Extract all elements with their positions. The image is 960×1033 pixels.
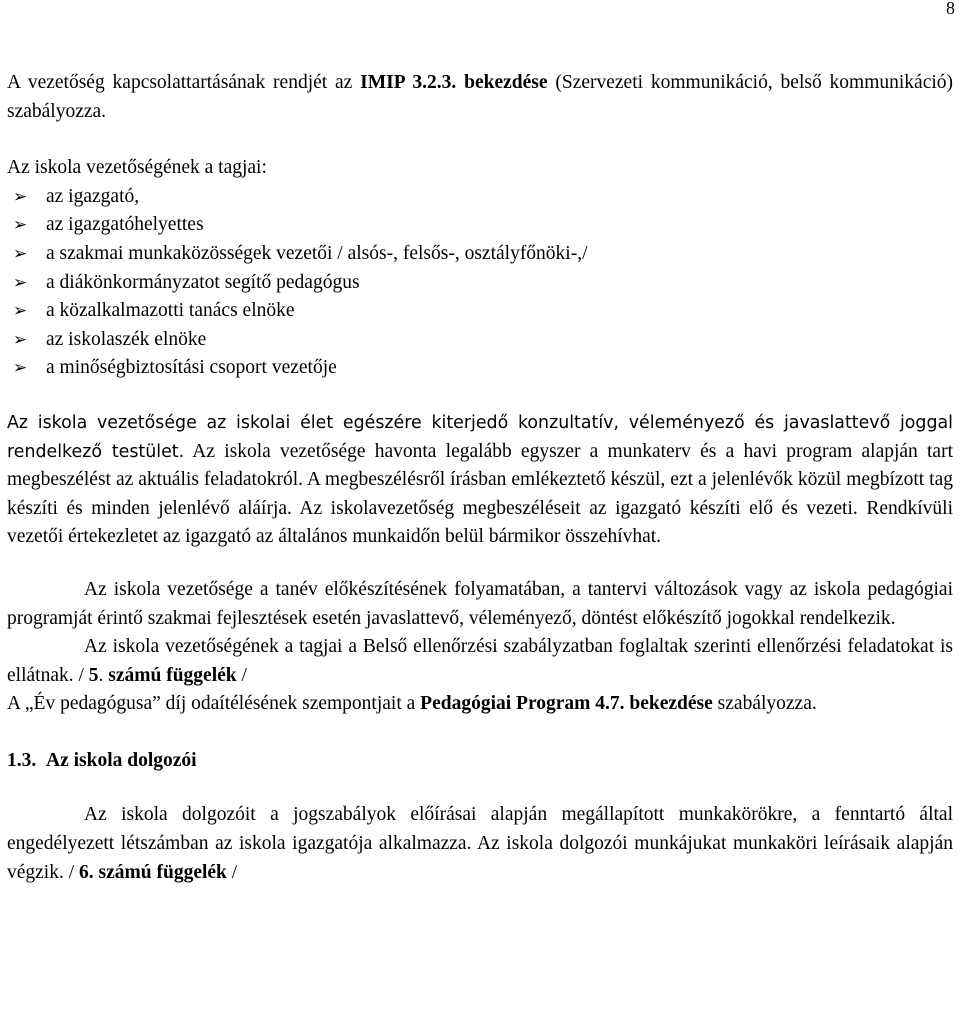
arrow-bullet-icon: ➢ (13, 272, 28, 292)
list-item: ➢ a diákönkormányzatot segítő pedagógus (7, 269, 953, 298)
arrow-bullet-icon: ➢ (13, 301, 28, 321)
section-heading (7, 747, 953, 776)
leadership-duties-paragraph: Az iskola vezetősége az iskolai élet egészére kiterjedő konzultatív, véleményező és javaslattevő joggal rendelkező testület. Az iskola vezetősége havonta legalább egyszer a munkaterv és a havi program alapján tart megbeszélést az aktuális feladatokról. A megbeszélésről írásban emlékeztető készül, ezt a jelenlévők közül megbízott tag készíti és minden jelenlévő aláírja. Az iskolavezetőség megbeszéléseit az igazgató készíti elő és vezeti. Rendkívüli vezetői értekezletet az igazgató az általános munkaidőn belül bármikor összehívhat. (7, 412, 953, 548)
appendix-5-reference: számú függelék (108, 664, 237, 686)
list-item: ➢ a közalkalmazotti tanács elnöke (7, 297, 953, 326)
internal-audit-paragraph: Az iskola vezetőségének a tagjai a Belső ellenőrzési szabályzatban foglaltak szerinti ellenőrzési feladatokat is ellátnak. / 5. számú függelék / (7, 636, 953, 686)
arrow-bullet-icon: ➢ (13, 358, 28, 378)
list-item: ➢ az iskolaszék elnöke (7, 326, 953, 355)
arrow-bullet-icon: ➢ (13, 186, 28, 206)
leadership-members-list (7, 183, 953, 383)
communication-paragraph: A vezetőség kapcsolattartásának rendjét az IMIP 3.2.3. bekezdése (Szervezeti kommunikáció, belső kommunikáció) szabályozza. (7, 72, 954, 122)
imip-reference: IMIP 3.2.3. bekezdése (360, 72, 548, 93)
award-paragraph: A „Év pedagógusa” díj odaítélésének szempontjait a Pedagógiai Program 4.7. bekezdése szabályozza. (7, 693, 817, 715)
leadership-intro: Az iskola vezetőségének a tagjai: (7, 157, 267, 179)
pedagogical-program-reference: Pedagógiai Program 4.7. bekezdése (420, 693, 713, 715)
list-item: ➢ a szakmai munkaközösségek vezetői / alsós-, felsős-, osztályfőnöki-,/ (7, 240, 953, 269)
school-year-preparation-paragraph: Az iskola vezetősége a tanév előkészítésének folyamatában, a tantervi változások vagy az iskola pedagógiai programját érintő szakmai fejlesztések esetén javaslattevő, véleményező, döntést előkészítő jogokkal rendelkezik. (7, 578, 953, 629)
section-title: Az iskola dolgozói (46, 749, 197, 771)
document-body (7, 69, 953, 887)
section-number: 1.3. (7, 749, 37, 771)
list-item: ➢ a minőségbiztosítási csoport vezetője (7, 354, 953, 383)
list-item: ➢ az igazgatóhelyettes (7, 211, 953, 240)
arrow-bullet-icon: ➢ (13, 243, 28, 263)
page-number: 8 (946, 0, 955, 18)
arrow-bullet-icon: ➢ (13, 215, 28, 235)
appendix-6-reference: 6. számú függelék (79, 861, 227, 883)
employees-paragraph: Az iskola dolgozóit a jogszabályok előírásai alapján megállapított munkakörökre, a fenntartó által engedélyezett létszámban az iskola igazgatója alkalmazza. Az iskola dolgozói munkájukat munkaköri leírásaik alapján végzik. / 6. számú függelék / (7, 804, 953, 883)
list-item: ➢ az igazgató, (7, 183, 953, 212)
arrow-bullet-icon: ➢ (13, 329, 28, 349)
